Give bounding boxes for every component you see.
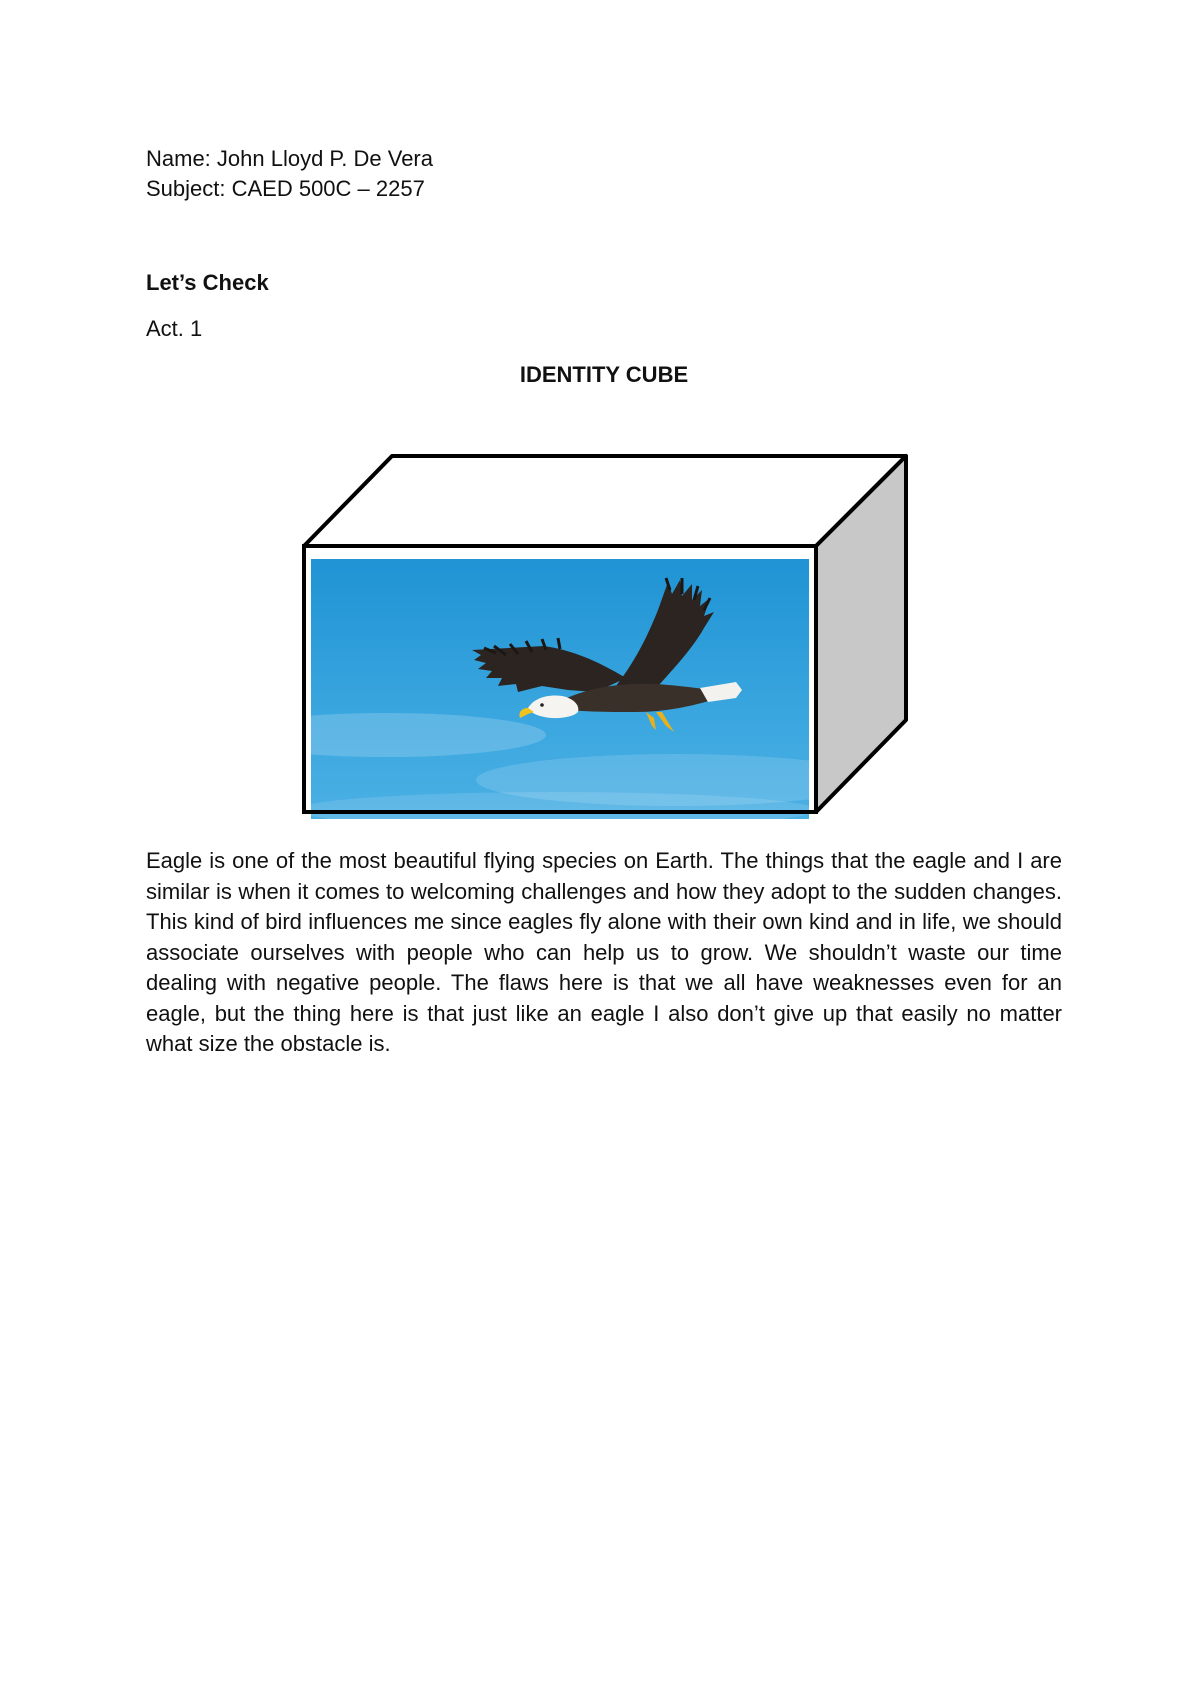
eagle-photo — [296, 558, 876, 828]
section-heading: Let’s Check — [146, 270, 269, 295]
identity-cube-figure — [296, 450, 916, 830]
activity-label: Act. 1 — [146, 316, 203, 341]
reflection-paragraph: Eagle is one of the most beautiful flying species on Earth. The things that the eagle and I are similar is when it comes to welcoming challenges and how they adopt to the sudden changes. This kind of bird influences me since eagles fly alone with their own kind and in life, we should associate ourselves with people who can help us to grow. We shouldn’t waste our time dealing with negative people. The flaws here is that we all have weaknesses even for an eagle, but the thing here is that just like an eagle I also don’t give up that easily no matter what size the obstacle is. — [146, 848, 1062, 1056]
cube-top-face — [304, 456, 906, 546]
student-name: Name: John Lloyd P. De Vera — [146, 146, 433, 171]
page-title: IDENTITY CUBE — [519, 362, 689, 387]
subject-code: Subject: CAED 500C – 2257 — [146, 176, 425, 201]
